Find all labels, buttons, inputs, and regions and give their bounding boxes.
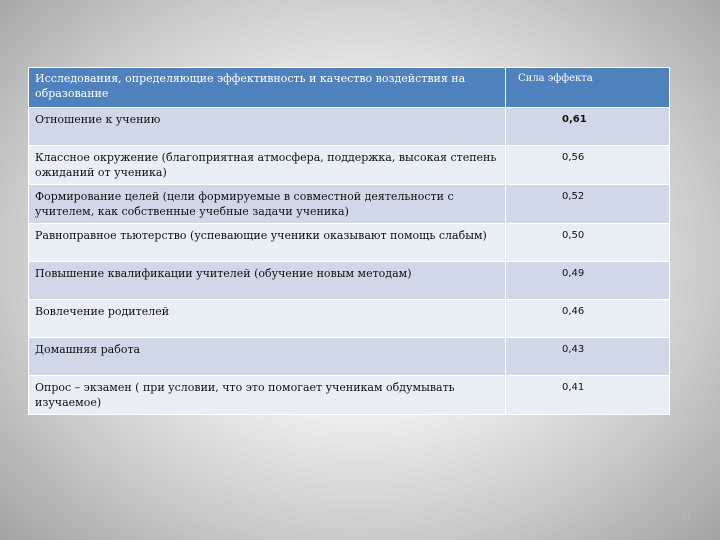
effect-value-cell: 0,49 [506, 262, 670, 300]
factor-cell: Формирование целей (цели формируемые в совместной деятельности с учителем, как собственные учебные задачи ученика) [29, 185, 506, 224]
table-row [29, 262, 670, 300]
table-header-row [29, 68, 670, 108]
effect-value-cell: 0,50 [506, 224, 670, 262]
table-row [29, 300, 670, 338]
table-row [29, 185, 670, 224]
factor-cell: Повышение квалификации учителей (обучение новым методам) [29, 262, 506, 300]
table-row [29, 146, 670, 185]
table-row [29, 376, 670, 415]
factor-cell: Домашняя работа [29, 338, 506, 376]
table-row [29, 338, 670, 376]
effect-value-cell: 0,41 [506, 376, 670, 415]
factor-cell: Отношение к учению [29, 108, 506, 146]
effect-value-cell: 0,52 [506, 185, 670, 224]
factor-cell: Классное окружение (благоприятная атмосфера, поддержка, высокая степень ожиданий от ученика) [29, 146, 506, 185]
effect-column-header: Сила эффекта [506, 68, 670, 108]
effect-value-cell: 0,43 [506, 338, 670, 376]
effect-value-cell: 0,61 [506, 108, 670, 146]
effect-size-table [28, 67, 670, 415]
factor-cell: Вовлечение родителей [29, 300, 506, 338]
factor-cell: Опрос – экзамен ( при условии, что это помогает ученикам обдумывать изучаемое) [29, 376, 506, 415]
slide-page-number: 31 [680, 512, 692, 522]
effect-value-cell: 0,56 [506, 146, 670, 185]
table-row [29, 224, 670, 262]
factor-cell: Равноправное тьютерство (успевающие ученики оказывают помощь слабым) [29, 224, 506, 262]
factor-column-header: Исследования, определяющие эффективность и качество воздействия на образование [29, 68, 506, 108]
table-row [29, 108, 670, 146]
effect-value-cell: 0,46 [506, 300, 670, 338]
